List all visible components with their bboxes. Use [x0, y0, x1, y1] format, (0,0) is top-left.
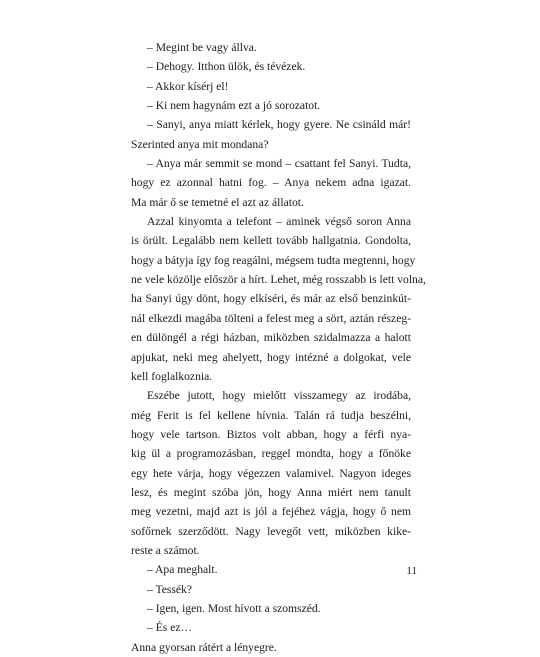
- text-line: – Dehogy. Itthon ülök, és tévézek.: [147, 60, 306, 74]
- text-line: – Sanyi, anya miatt kérlek, hogy gyere. Ne csináld már!: [147, 118, 411, 132]
- text-line: en dülöngél a régi házban, miközben szidalmazza a halott: [131, 331, 411, 345]
- text-line: ne vele közölje először a hírt. Lehet, még rosszabb is lett volna,: [131, 273, 426, 287]
- text-line: meg vezetni, majd azt is jól a fejéhez vágja, hogy ő nem: [131, 505, 411, 519]
- text-line: nál elkezdi magába tölteni a felest meg a sört, aztán részeg-: [131, 311, 411, 325]
- text-line: lesz, és megint szóba jön, hogy Anna miért nem tanult: [131, 485, 411, 499]
- text-line: – Anya már semmit se mond – csattant fel Sanyi. Tudta,: [147, 157, 411, 171]
- text-line: – Ki nem hagynám ezt a jó sorozatot.: [147, 99, 321, 113]
- text-line: Eszébe jutott, hogy mielőtt visszamegy az irodába,: [147, 389, 411, 403]
- text-line: – Tessék?: [147, 582, 193, 596]
- text-line: kig ül a programozásban, reggel mondta, hogy a főnöke: [131, 447, 411, 461]
- text-line: hogy vele tartson. Biztos volt abban, hogy a férfi nya-: [131, 427, 411, 441]
- text-line: egy hete várja, hogy végezzen valamivel. Nagyon ideges: [131, 466, 411, 480]
- text-line: Szerinted anya mit mondana?: [131, 137, 269, 151]
- text-line: – És ez…: [147, 621, 193, 635]
- text-line: – Igen, igen. Most hívott a szomszéd.: [147, 601, 321, 615]
- text-line: hogy ez azonnal hatni fog. – Anya nekem adna igazat.: [131, 176, 411, 190]
- text-line: hogy a bátyja így fog reagálni, mégsem tudta megtenni, hogy: [131, 253, 416, 267]
- text-line: sofőrnek szerződött. Nagy levegőt vett, miközben kike-: [131, 524, 411, 538]
- text-line: ha Sanyi úgy dönt, hogy elkíséri, és már az első benzinkút-: [131, 292, 411, 306]
- text-line: is örült. Legalább nem kellett tovább hallgatnia. Gondolta,: [131, 234, 411, 248]
- text-line: kell foglalkoznia.: [131, 369, 213, 383]
- text-line: reste a számot.: [131, 543, 200, 557]
- text-line: apjukat, neki meg ahelyett, hogy intézné a dolgokat, vele: [131, 350, 411, 364]
- page-number: 11: [406, 565, 417, 577]
- text-line: – Akkor kísérj el!: [147, 79, 229, 93]
- text-line: Anna gyorsan rátért a lényegre.: [131, 640, 277, 654]
- text-line: Azzal kinyomta a telefont – aminek végső soron Anna: [147, 215, 411, 229]
- text-line: még Ferit is fel kellene hívnia. Talán rá tudja beszélni,: [131, 408, 411, 422]
- text-line: – Apa meghalt.: [147, 563, 218, 577]
- text-line: Ma már ő se temetné el azt az állatot.: [131, 195, 304, 209]
- text-line: – Megint be vagy állva.: [147, 41, 257, 54]
